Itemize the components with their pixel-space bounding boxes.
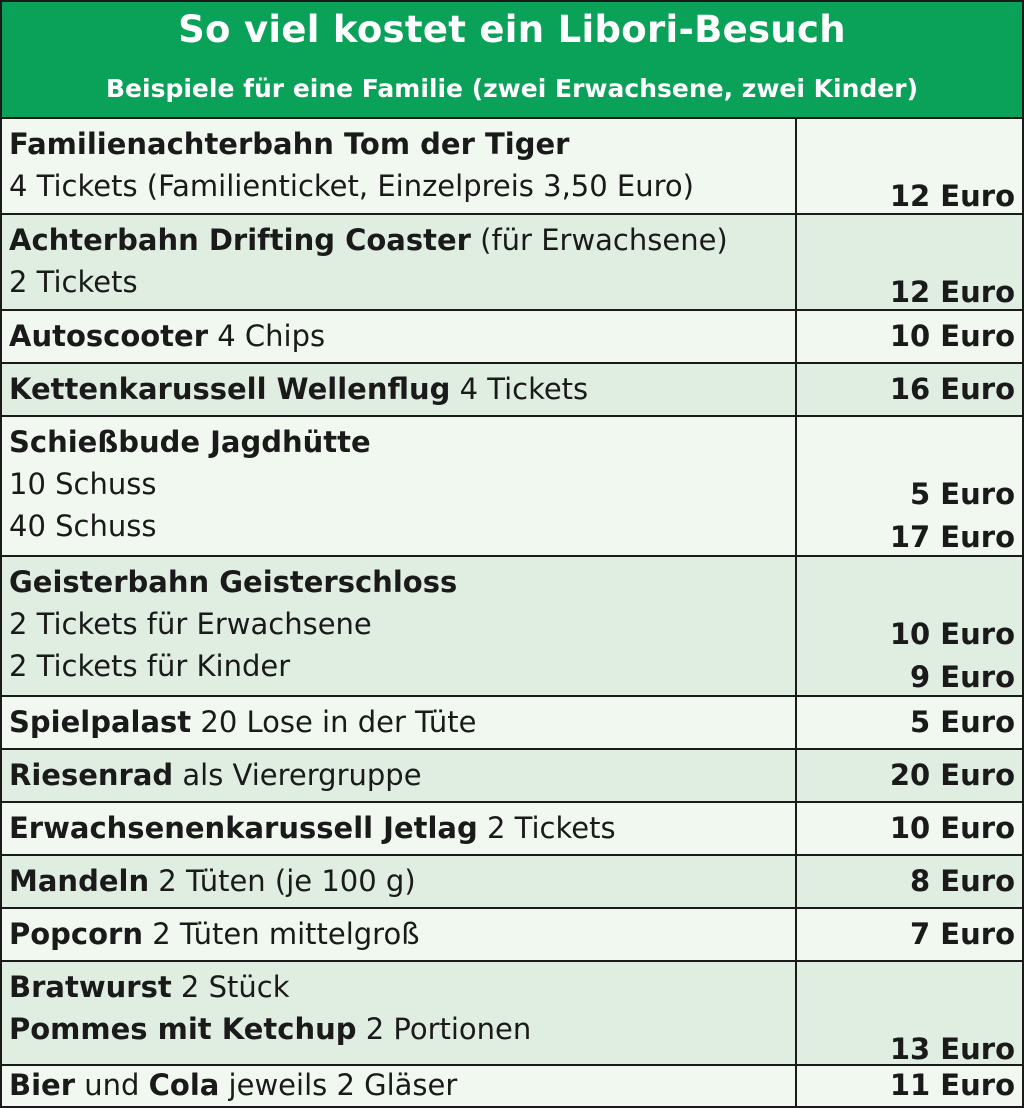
table-row [0,803,1024,856]
table-row [0,364,1024,417]
item-line [9,509,156,543]
column-divider [795,909,797,960]
item-price: 8 Euro [910,864,1015,898]
item-detail: 2 Tüten mittelgroß [143,917,420,951]
item-name: Mandeln [9,864,150,898]
table-row [0,750,1024,803]
item-line [9,565,457,599]
column-divider [795,750,797,801]
page-title: So viel kostet ein Libori-Besuch [178,8,846,51]
item-name: Popcorn [9,917,143,951]
item-price: 5 Euro [910,705,1015,739]
item-detail: als Vierergruppe [173,758,422,792]
table-row [0,697,1024,750]
item-name: Pommes mit Ketchup [9,1012,357,1046]
item-detail: (für Erwachsene) [470,223,728,257]
item-price: 10 Euro [889,617,1015,651]
item-name: Familienachterbahn Tom der Tiger [9,127,570,161]
item-detail: 2 Tickets [9,265,138,299]
item-name: Achterbahn Drifting Coaster [9,223,471,257]
column-divider [795,697,797,748]
table-row [0,909,1024,962]
item-line [9,223,728,257]
item-detail: 10 Schuss [9,467,157,501]
item-price: 9 Euro [910,660,1015,694]
item-line [9,607,372,641]
item-detail: 2 Stück [171,970,290,1004]
column-divider [795,215,797,309]
item-name: Erwachsenenkarussell Jetlag [9,811,478,845]
item-line [9,265,138,299]
item-line [9,467,156,501]
item-line [9,705,476,739]
table-row [0,215,1024,311]
item-detail: 20 Lose in der Tüte [191,705,477,739]
item-detail: 4 Tickets [450,372,589,406]
item-line [9,372,588,406]
item-line [9,425,371,459]
item-price: 16 Euro [889,372,1015,406]
item-name: Bratwurst [9,970,172,1004]
item-line [9,864,416,898]
column-divider [795,1066,797,1106]
item-line [9,917,419,951]
item-name: Geisterbahn Geisterschloss [9,565,458,599]
item-price: 12 Euro [889,179,1015,213]
item-price: 13 Euro [889,1032,1015,1066]
item-detail: und [75,1068,149,1102]
column-divider [795,364,797,415]
item-line [9,1068,457,1102]
item-name: Kettenkarussell Wellenflug [9,372,451,406]
item-price: 11 Euro [889,1068,1015,1102]
item-detail: 2 Tüten (je 100 g) [149,864,416,898]
item-detail: 4 Chips [208,319,326,353]
item-name: Autoscooter [9,319,209,353]
item-detail: 2 Tickets für Erwachsene [9,607,372,641]
item-detail: 2 Tickets für Kinder [9,649,291,683]
item-detail: 40 Schuss [9,509,157,543]
column-divider [795,803,797,854]
item-price: 10 Euro [889,811,1015,845]
item-line [9,1012,531,1046]
item-price: 10 Euro [889,319,1015,353]
item-line [9,811,616,845]
item-price: 5 Euro [910,477,1015,511]
table-row [0,417,1024,557]
table-row [0,856,1024,909]
header-banner [0,0,1024,119]
item-line [9,970,290,1004]
item-price: 17 Euro [889,520,1015,554]
item-name: Riesenrad [9,758,174,792]
item-line [9,319,325,353]
item-price: 20 Euro [889,758,1015,792]
page-subtitle: Beispiele für eine Familie (zwei Erwachsene, zwei Kinder) [106,74,918,103]
item-detail: 4 Tickets (Familienticket, Einzelpreis 3,50 Euro) [9,169,694,203]
column-divider [795,856,797,907]
item-line [9,649,290,683]
column-divider [795,119,797,213]
column-divider [795,557,797,695]
item-name: Bier [9,1068,76,1102]
item-name: Spielpalast [9,705,192,739]
table-row [0,962,1024,1066]
item-detail: jeweils 2 Gläser [219,1068,458,1102]
item-detail: 2 Tickets [477,811,616,845]
item-name: Schießbude Jagdhütte [9,425,371,459]
item-detail: 2 Portionen [356,1012,532,1046]
item-line [9,758,422,792]
item-line [9,169,694,203]
item-name: Cola [148,1068,220,1102]
table-row [0,1066,1024,1108]
table-row [0,311,1024,364]
column-divider [795,962,797,1064]
item-price: 7 Euro [910,917,1015,951]
item-line [9,127,569,161]
column-divider [795,417,797,555]
column-divider [795,311,797,362]
item-price: 12 Euro [889,275,1015,309]
table-row [0,119,1024,215]
table-row [0,557,1024,697]
